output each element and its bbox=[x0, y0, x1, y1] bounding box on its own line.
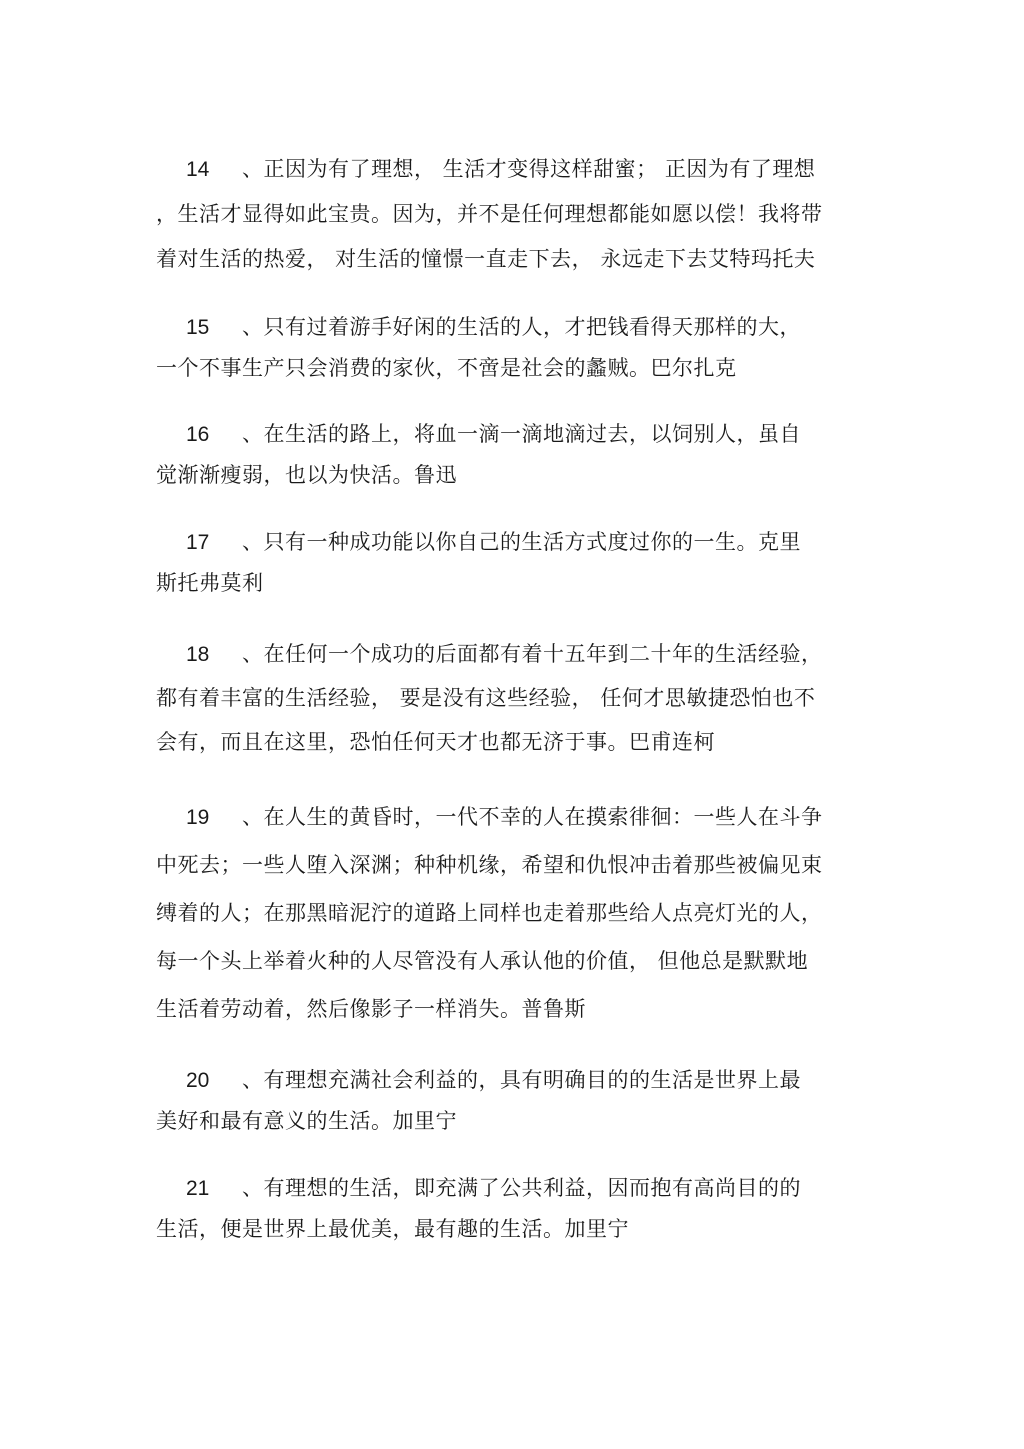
quote-18-line-2: 都有着丰富的生活经验， 要是没有这些经验， 任何才思敏捷恐怕也不 bbox=[156, 686, 816, 710]
quote-21-line-1 bbox=[156, 1174, 801, 1203]
quote-15-text-1: 、只有过着游手好闲的生活的人，才把钱看得天那样的大， bbox=[242, 315, 801, 339]
quote-18-line-3: 会有，而且在这里，恐怕任何天才也都无济于事。巴甫连柯 bbox=[156, 730, 715, 754]
quote-19-text-1: 、在人生的黄昏时，一代不幸的人在摸索徘徊：一些人在斗争 bbox=[242, 805, 823, 829]
quote-20-number: 20 bbox=[186, 1069, 210, 1092]
quote-19-line-5: 生活着劳动着，然后像影子一样消失。普鲁斯 bbox=[156, 997, 586, 1021]
quote-19-line-2: 中死去；一些人堕入深渊；种种机缘，希望和仇恨冲击着那些被偏见束 bbox=[156, 853, 823, 877]
quote-15-line-1 bbox=[156, 313, 801, 342]
quote-21-text-1: 、有理想的生活，即充满了公共利益，因而抱有高尚目的的 bbox=[242, 1176, 801, 1200]
quote-19-line-3: 缚着的人；在那黑暗泥泞的道路上同样也走着那些给人点亮灯光的人， bbox=[156, 901, 823, 925]
quote-18-line-1 bbox=[156, 640, 823, 669]
quote-19-line-1 bbox=[156, 803, 823, 832]
quote-20-line-2: 美好和最有意义的生活。加里宁 bbox=[156, 1109, 457, 1133]
quote-14-text-1: 、正因为有了理想， 生活才变得这样甜蜜； 正因为有了理想 bbox=[242, 157, 816, 181]
quote-16-line-1 bbox=[156, 420, 801, 449]
quote-21-number: 21 bbox=[186, 1177, 210, 1200]
quote-16-number: 16 bbox=[186, 423, 210, 446]
quote-15-number: 15 bbox=[186, 316, 210, 339]
quote-16-line-2: 觉渐渐瘦弱，也以为快活。鲁迅 bbox=[156, 463, 457, 487]
quote-17-line-2: 斯托弗莫利 bbox=[156, 571, 264, 595]
quote-18-text-1: 、在任何一个成功的后面都有着十五年到二十年的生活经验， bbox=[242, 642, 823, 666]
quote-16-text-1: 、在生活的路上，将血一滴一滴地滴过去，以饲别人，虽自 bbox=[242, 422, 801, 446]
quote-14-line-3: 着对生活的热爱， 对生活的憧憬一直走下去， 永远走下去艾特玛托夫 bbox=[156, 247, 816, 271]
quote-15-line-2: 一个不事生产只会消费的家伙，不啻是社会的蠡贼。巴尔扎克 bbox=[156, 356, 737, 380]
quote-19-line-4: 每一个头上举着火种的人尽管没有人承认他的价值， 但他总是默默地 bbox=[156, 949, 809, 973]
quote-18-number: 18 bbox=[186, 643, 210, 666]
quote-20-line-1 bbox=[156, 1066, 801, 1095]
quote-14-line-2: ，生活才显得如此宝贵。因为，并不是任何理想都能如愿以偿！我将带 bbox=[156, 202, 823, 226]
quote-14-number: 14 bbox=[186, 158, 210, 181]
quote-17-number: 17 bbox=[186, 531, 210, 554]
quote-17-text-1: 、只有一种成功能以你自己的生活方式度过你的一生。克里 bbox=[242, 530, 801, 554]
quote-14-line-1 bbox=[156, 155, 815, 184]
quote-17-line-1 bbox=[156, 528, 801, 557]
quote-19-number: 19 bbox=[186, 806, 210, 829]
quote-21-line-2: 生活，便是世界上最优美，最有趣的生活。加里宁 bbox=[156, 1217, 629, 1241]
quote-20-text-1: 、有理想充满社会利益的，具有明确目的的生活是世界上最 bbox=[242, 1068, 801, 1092]
